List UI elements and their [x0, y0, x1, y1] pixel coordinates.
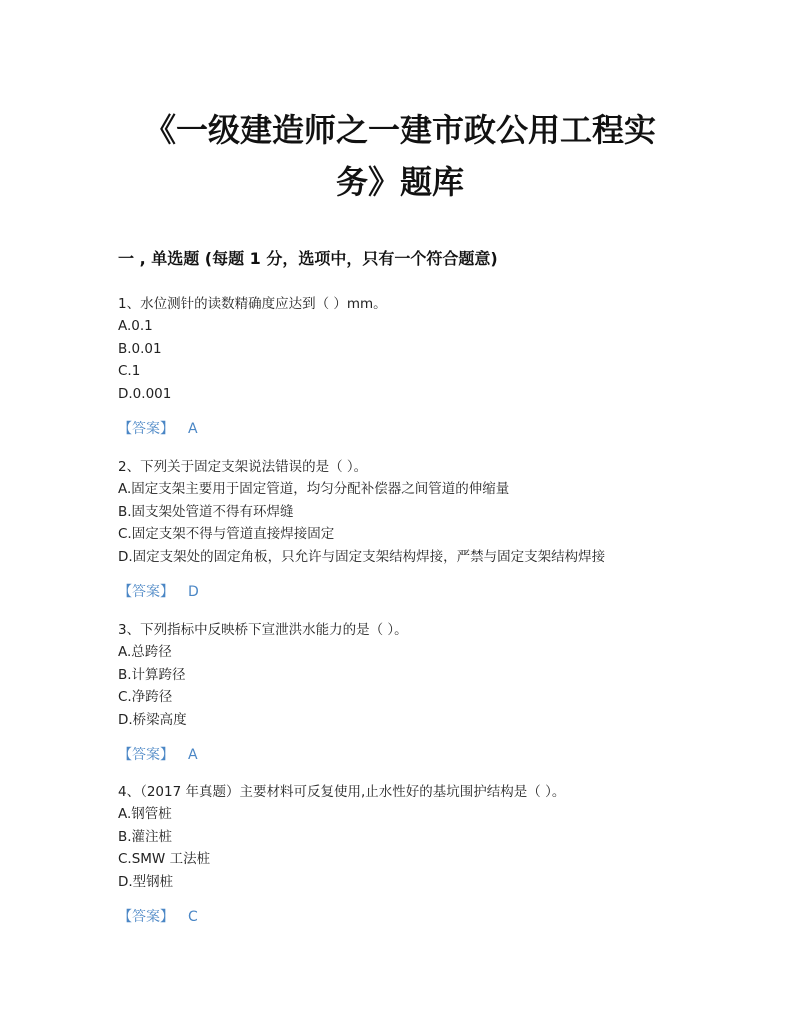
question-3: [118, 619, 718, 765]
answer-value: C: [188, 909, 198, 926]
document-title-line-2: 务》题库: [335, 163, 464, 201]
question-option: C.1: [118, 363, 141, 380]
question-option: B.计算跨径: [118, 666, 186, 683]
answer-value: A: [188, 747, 198, 764]
document-title-line-1: 《一级建造师之一建市政公用工程实: [143, 111, 656, 149]
question-stem: 3、下列指标中反映桥下宣泄洪水能力的是（ ）。: [118, 622, 408, 638]
question-option: D.型钢桩: [118, 873, 174, 890]
question-stem: 4、（2017 年真题）主要材料可反复使用,止水性好的基坑围护结构是（ ）。: [118, 784, 566, 800]
question-stem: 1、水位测针的读数精确度应达到（ ）mm。: [118, 296, 387, 312]
question-option: D.桥梁高度: [118, 711, 187, 728]
question-option: D.0.001: [118, 385, 172, 402]
answer-row: [118, 582, 718, 602]
answer-row: [118, 419, 718, 439]
question-2: [118, 456, 718, 602]
question-option: C.固定支架不得与管道直接焊接固定: [118, 526, 335, 543]
answer-label: 【答案】: [118, 747, 174, 764]
question-option: A.固定支架主要用于固定管道，均匀分配补偿器之间管道的伸缩量: [118, 481, 510, 498]
answer-row: [118, 745, 718, 765]
question-option: D.固定支架处的固定角板，只允许与固定支架结构焊接，严禁与固定支架结构焊接: [118, 548, 606, 565]
question-4: [118, 781, 718, 927]
question-option: C.净跨径: [118, 689, 173, 706]
section-heading: 一 , 单选题 (每题 1 分，选项中，只有一个符合题意): [118, 249, 498, 268]
question-option: A.钢管桩: [118, 806, 172, 823]
answer-label: 【答案】: [118, 909, 174, 926]
answer-value: D: [188, 584, 199, 601]
question-stem: 2、下列关于固定支架说法错误的是（ ）。: [118, 459, 368, 475]
answer-row: [118, 907, 718, 927]
question-option: C.SMW 工法桩: [118, 851, 211, 868]
answer-value: A: [188, 421, 198, 438]
question-option: A.0.1: [118, 318, 153, 335]
answer-label: 【答案】: [118, 584, 174, 601]
question-option: B.0.01: [118, 340, 162, 357]
answer-label: 【答案】: [118, 421, 174, 438]
question-1: [118, 293, 718, 439]
question-option: B.固支架处管道不得有环焊缝: [118, 503, 294, 520]
question-option: A.总跨径: [118, 644, 172, 661]
question-option: B.灌注桩: [118, 828, 173, 845]
